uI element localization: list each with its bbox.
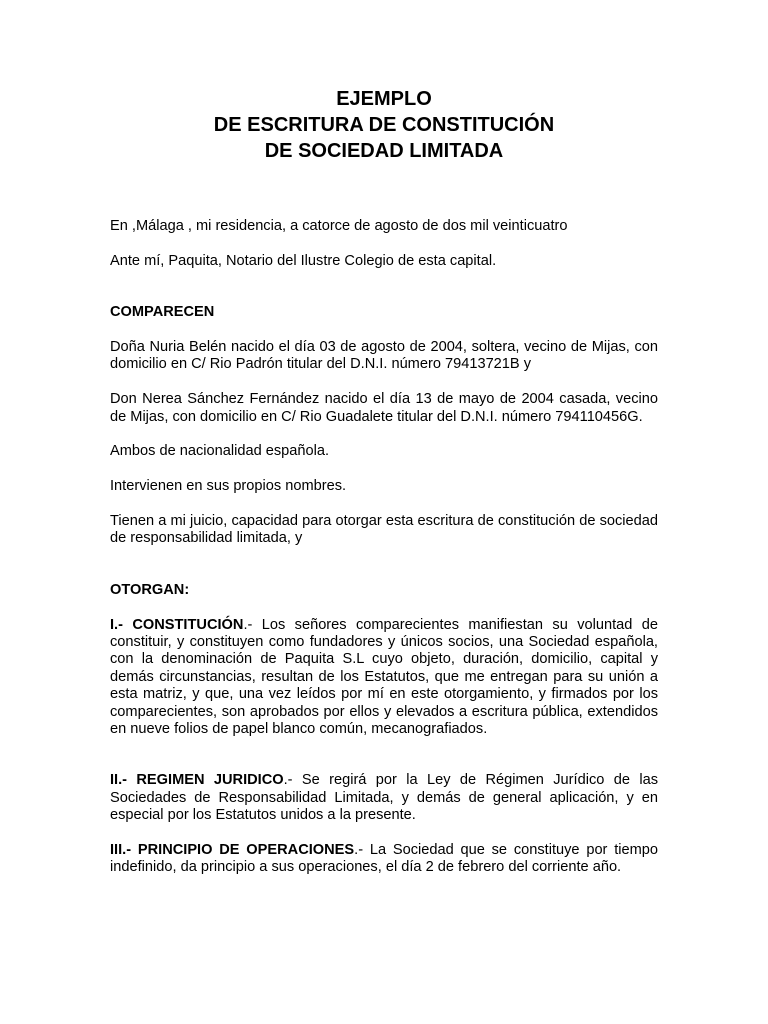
clause-constitucion	[110, 617, 658, 739]
person1-paragraph: Doña Nuria Belén nacido el día 03 de agosto de 2004, soltera, vecino de Mijas, con domicilio en C/ Rio Padrón titular del D.N.I. número 79413721B y	[110, 339, 658, 373]
intervention-paragraph: Intervienen en sus propios nombres.	[110, 478, 347, 495]
comparecen-heading: COMPARECEN	[110, 304, 215, 321]
title-line-1: EJEMPLO	[336, 88, 432, 110]
otorgan-heading: OTORGAN:	[110, 581, 190, 598]
nationality-paragraph: Ambos de nacionalidad española.	[110, 443, 330, 460]
document-title	[0, 86, 768, 164]
place-date-paragraph: En ,Málaga , mi residencia, a catorce de agosto de dos mil veinticuatro	[110, 218, 568, 234]
notary-paragraph: Ante mí, Paquita, Notario del Ilustre Colegio de esta capital.	[110, 252, 497, 269]
clause-principio-operaciones	[110, 842, 658, 877]
title-line-2: DE ESCRITURA DE CONSTITUCIÓN	[213, 114, 555, 136]
capacity-paragraph: Tienen a mi juicio, capacidad para otorgar esta escritura de constitución de sociedad de responsabilidad limitada, y	[110, 513, 658, 547]
person2-paragraph: Don Nerea Sánchez Fernández nacido el día 13 de mayo de 2004 casada, vecino de Mijas, con domicilio en C/ Rio Guadalete titular del D.N.I. número 794110456G.	[110, 391, 658, 425]
clause-constitucion-label: I.- CONSTITUCIÓN	[110, 616, 244, 633]
clause-principio-operaciones-label: III.- PRINCIPIO DE OPERACIONES	[110, 842, 355, 859]
title-line-3: DE SOCIEDAD LIMITADA	[264, 140, 504, 162]
clause-regimen-juridico-label: II.- REGIMEN JURIDICO	[110, 772, 284, 789]
document-body	[110, 218, 658, 877]
clause-regimen-juridico	[110, 772, 658, 824]
clause-constitucion-text: .- Los señores comparecientes manifiestan su voluntad de constituir, y constituyen como fundadores y únicos socios, una Sociedad española, con la denominación de Paquita S.L cuyo objeto, duración, domicilio, capital y demás circunstancias, resultan de los Estatutos, que me entregan para su unión a esta matriz, y que, una vez leídos por mí en este otorgamiento, y firmados por los comparecientes, son aprobados por ellos y elevados a escritura pública, extendidos en nueve folios de papel blanco común, mecanografiados.	[110, 616, 658, 738]
clause-regimen-juridico-text: .- Se regirá por la Ley de Régimen Jurídico de las Sociedades de Responsabilidad Limitada, y demás de general aplicación, y en especial por los Estatutos unidos a la presente.	[110, 772, 658, 824]
clause-principio-operaciones-text: .- La Sociedad que se constituye por tiempo indefinido, da principio a sus operaciones, el día 2 de febrero del corriente año.	[110, 842, 659, 876]
